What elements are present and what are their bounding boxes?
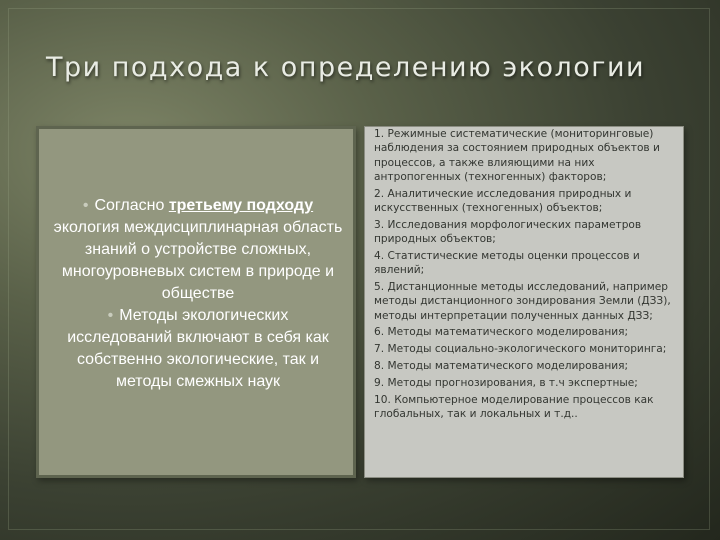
list-item: 2. Аналитические исследования природных и искусственных (техногенных) объектов; — [374, 187, 632, 214]
methods-paragraph — [53, 305, 343, 393]
list-item: 10. Компьютерное моделирование процессов как глобальных, так и локальных и т.д.. — [374, 393, 654, 420]
list-item: 4. Статистические методы оценки процессов и явлений; — [374, 249, 640, 277]
slide-title: Три подхода к определению экологии — [46, 52, 646, 83]
bullet-icon: • — [107, 307, 114, 324]
methods-list — [374, 127, 678, 424]
definition-prefix: Согласно — [94, 197, 169, 214]
right-content-panel — [364, 126, 684, 478]
left-text-block — [53, 195, 343, 393]
list-item: 3. Исследования морфологических параметров природных объектов; — [374, 218, 642, 246]
list-item: 1. Режимные систематические (мониторинговые) наблюдения за состоянием природных объектов и процессов, а также влияющими на них антропогенных (техногенных) факторов; — [374, 128, 660, 183]
list-item: 9. Методы прогнозирования, в т.ч экспертные; — [374, 376, 638, 389]
methods-text: Методы экологических исследований включают в себя как собственно экологические, так и методы смежных наук — [67, 307, 329, 390]
list-item: 5. Дистанционные методы исследований, например методы дистанционного зондирования Земли (ДЗЗ), методы интерпретации полученных данных ДЗЗ; — [374, 280, 671, 322]
left-content-panel — [36, 126, 356, 478]
list-item: 7. Методы социально-экологического мониторинга; — [374, 343, 667, 356]
list-item: 6. Методы математического моделирования; — [374, 326, 629, 339]
third-approach-link: третьему подходу — [168, 197, 314, 214]
definition-text: экология междисциплинарная область знаний о устройстве сложных, многоуровневых систем в природе и обществе — [53, 219, 343, 302]
definition-paragraph — [53, 195, 343, 305]
list-item: 8. Методы математического моделирования; — [374, 359, 629, 372]
bullet-icon: • — [82, 197, 89, 214]
